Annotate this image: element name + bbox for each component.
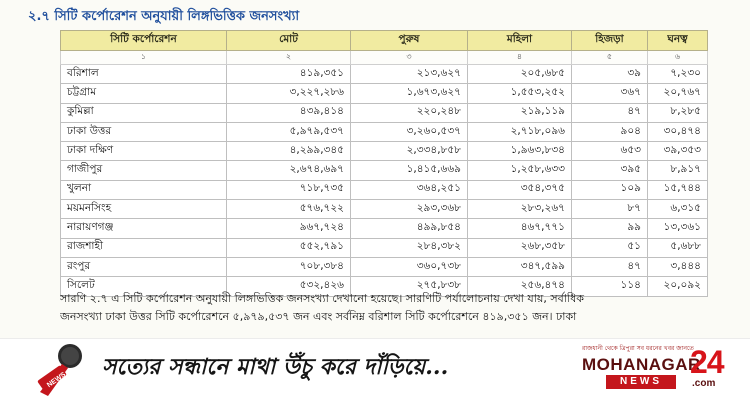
cell-city: বরিশাল: [61, 65, 227, 84]
cell-total: ৫৫২,৭৯১: [227, 238, 351, 257]
cell-female: ১,৯৬৩,৮৩৪: [468, 142, 572, 161]
table-row: [61, 180, 708, 199]
cell-male: ১,৪১৫,৬৬৯: [351, 161, 468, 180]
cell-female: ২১৯,১১৯: [468, 103, 572, 122]
header-male: পুরুষ: [351, 31, 468, 51]
cell-density: ৮,২৮৫: [648, 103, 708, 122]
paragraph-line: জনসংখ্যা ঢাকা উত্তর সিটি কর্পোরেশনে ৫,৯৭৯,৫৩৭ জন এবং সর্বনিম্ন বরিশাল সিটি কর্পোরেশনে ৪১৯,৩৫১ জন। ঢাকা: [60, 310, 577, 323]
index-cell: ১: [61, 51, 227, 65]
cell-total: ৫৭৬,৭২২: [227, 200, 351, 219]
header-row: [61, 31, 708, 51]
table-row: [61, 161, 708, 180]
cell-density: ৫,৬৮৮: [648, 238, 708, 257]
table-row: [61, 84, 708, 103]
cell-female: ২,৭১৮,০৯৬: [468, 122, 572, 141]
cell-male: ২১৩,৬২৭: [351, 65, 468, 84]
cell-density: ৭,২৩০: [648, 65, 708, 84]
cell-male: ৩,২৬০,৫৩৭: [351, 122, 468, 141]
cell-hijra: ১০৯: [572, 180, 648, 199]
cell-total: ২,৬৭৪,৬৯৭: [227, 161, 351, 180]
cell-male: ৪৯৯,৮৫৪: [351, 219, 468, 238]
header-density: ঘনত্ব: [648, 31, 708, 51]
cell-hijra: ৪৭: [572, 103, 648, 122]
column-index-row: [61, 51, 708, 65]
paragraph-line: সারণি ২.৭ এ সিটি কর্পোরেশন অনুযায়ী লিঙ্গভিত্তিক জনসংখ্যা দেখানো হয়েছে। সারণিটি পর্যালোচনায় দেখা যায়, সর্বাধিক: [60, 292, 584, 305]
cell-density: ৩০,৪৭৪: [648, 122, 708, 141]
cell-density: ১৫,৭৪৪: [648, 180, 708, 199]
cell-hijra: ৯৯: [572, 219, 648, 238]
table-body: [61, 51, 708, 297]
cell-total: ৫৩২,৪২৬: [227, 277, 351, 296]
cell-male: ২৯৩,৩৬৮: [351, 200, 468, 219]
microphone-icon: [18, 342, 88, 400]
logo-news-bar: NEWS: [606, 375, 676, 389]
cell-male: ২,৩৩৪,৮৫৮: [351, 142, 468, 161]
cell-female: ৩৫৪,৩৭৫: [468, 180, 572, 199]
cell-hijra: ৪৭: [572, 257, 648, 276]
cell-city: গাজীপুর: [61, 161, 227, 180]
cell-density: ৩৯,৩৫৩: [648, 142, 708, 161]
header-female: মহিলা: [468, 31, 572, 51]
description-paragraph: [60, 290, 750, 326]
cell-city: ময়মনসিংহ: [61, 200, 227, 219]
cell-city: ঢাকা উত্তর: [61, 122, 227, 141]
cell-density: ৬,৩১৫: [648, 200, 708, 219]
cell-female: ১,২৫৮,৬৩৩: [468, 161, 572, 180]
cell-total: ৭০৮,৩৮৪: [227, 257, 351, 276]
cell-male: ৩৬৪,২৫১: [351, 180, 468, 199]
cell-total: ৪১৯,৩৫১: [227, 65, 351, 84]
cell-total: ৯৬৭,৭২৪: [227, 219, 351, 238]
cell-total: ৪,২৯৯,৩৪৫: [227, 142, 351, 161]
cell-hijra: ১১৪: [572, 277, 648, 296]
cell-city: রংপুর: [61, 257, 227, 276]
table-title: ২.৭ সিটি কর্পোরেশন অনুযায়ী লিঙ্গভিত্তিক জনসংখ্যা: [28, 9, 300, 24]
table-row: [61, 122, 708, 141]
cell-city: সিলেট: [61, 277, 227, 296]
population-table: [60, 30, 708, 297]
cell-male: ২২০,২৪৮: [351, 103, 468, 122]
cell-density: ১৩,৩৬১: [648, 219, 708, 238]
cell-total: ৭১৮,৭৩৫: [227, 180, 351, 199]
index-cell: ৪: [468, 51, 572, 65]
cell-female: ৩৪৭,৫৯৯: [468, 257, 572, 276]
cell-male: ২৮৪,৩৮২: [351, 238, 468, 257]
cell-hijra: ৯০৪: [572, 122, 648, 141]
cell-density: ৩,৪৪৪: [648, 257, 708, 276]
cell-male: ২৭৫,৮৩৮: [351, 277, 468, 296]
header-hijra: হিজড়া: [572, 31, 648, 51]
index-cell: ৬: [648, 51, 708, 65]
cell-total: ৪৩৯,৪১৪: [227, 103, 351, 122]
table-row: [61, 103, 708, 122]
cell-hijra: ৩৯: [572, 65, 648, 84]
header-total: মোট: [227, 31, 351, 51]
cell-male: ৩৬০,৭৩৮: [351, 257, 468, 276]
logo-number: 24: [690, 344, 724, 380]
mic-label: NEWS: [46, 371, 68, 390]
cell-female: ২৮৩,২৬৭: [468, 200, 572, 219]
table-row: [61, 238, 708, 257]
cell-female: ২০৫,৬৮৫: [468, 65, 572, 84]
table-row: [61, 257, 708, 276]
cell-density: ৮,৯১৭: [648, 161, 708, 180]
cell-hijra: ৬৫৩: [572, 142, 648, 161]
cell-city: ঢাকা দক্ষিণ: [61, 142, 227, 161]
logo-domain: .com: [692, 378, 716, 389]
cell-female: ৪৬৭,৭৭১: [468, 219, 572, 238]
cell-density: ২০,০৯২: [648, 277, 708, 296]
index-cell: ৫: [572, 51, 648, 65]
cell-city: খুলনা: [61, 180, 227, 199]
cell-female: ২৫৬,৪৭৪: [468, 277, 572, 296]
cell-total: ৩,২২৭,২৮৬: [227, 84, 351, 103]
cell-total: ৫,৯৭৯,৫৩৭: [227, 122, 351, 141]
cell-hijra: ৩৬৭: [572, 84, 648, 103]
table-row: [61, 219, 708, 238]
index-cell: ২: [227, 51, 351, 65]
cell-hijra: ৮৭: [572, 200, 648, 219]
logo-tagline: রাজধানী থেকে ত্রিপুরা সব ধরনের খবর জানতে: [582, 345, 694, 352]
header-city: সিটি কর্পোরেশন: [61, 31, 227, 51]
table-row: [61, 65, 708, 84]
table-row: [61, 200, 708, 219]
banner-slogan: সত্যের সন্ধানে মাথা উঁচু করে দাঁড়িয়ে...: [102, 354, 449, 380]
cell-female: ২৬৮,৩৫৮: [468, 238, 572, 257]
cell-hijra: ৫১: [572, 238, 648, 257]
logo-wordmark: MOHANAGAR: [582, 355, 701, 374]
cell-city: চট্টগ্রাম: [61, 84, 227, 103]
cell-city: নারায়ণগঞ্জ: [61, 219, 227, 238]
site-logo[interactable]: [582, 344, 742, 396]
cell-city: রাজশাহী: [61, 238, 227, 257]
cell-density: ২০,৭৬৭: [648, 84, 708, 103]
cell-male: ১,৬৭৩,৬২৭: [351, 84, 468, 103]
cell-city: কুমিল্লা: [61, 103, 227, 122]
table-row: [61, 142, 708, 161]
cell-hijra: ৩৯৫: [572, 161, 648, 180]
cell-female: ১,৫৫৩,২৫২: [468, 84, 572, 103]
index-cell: ৩: [351, 51, 468, 65]
